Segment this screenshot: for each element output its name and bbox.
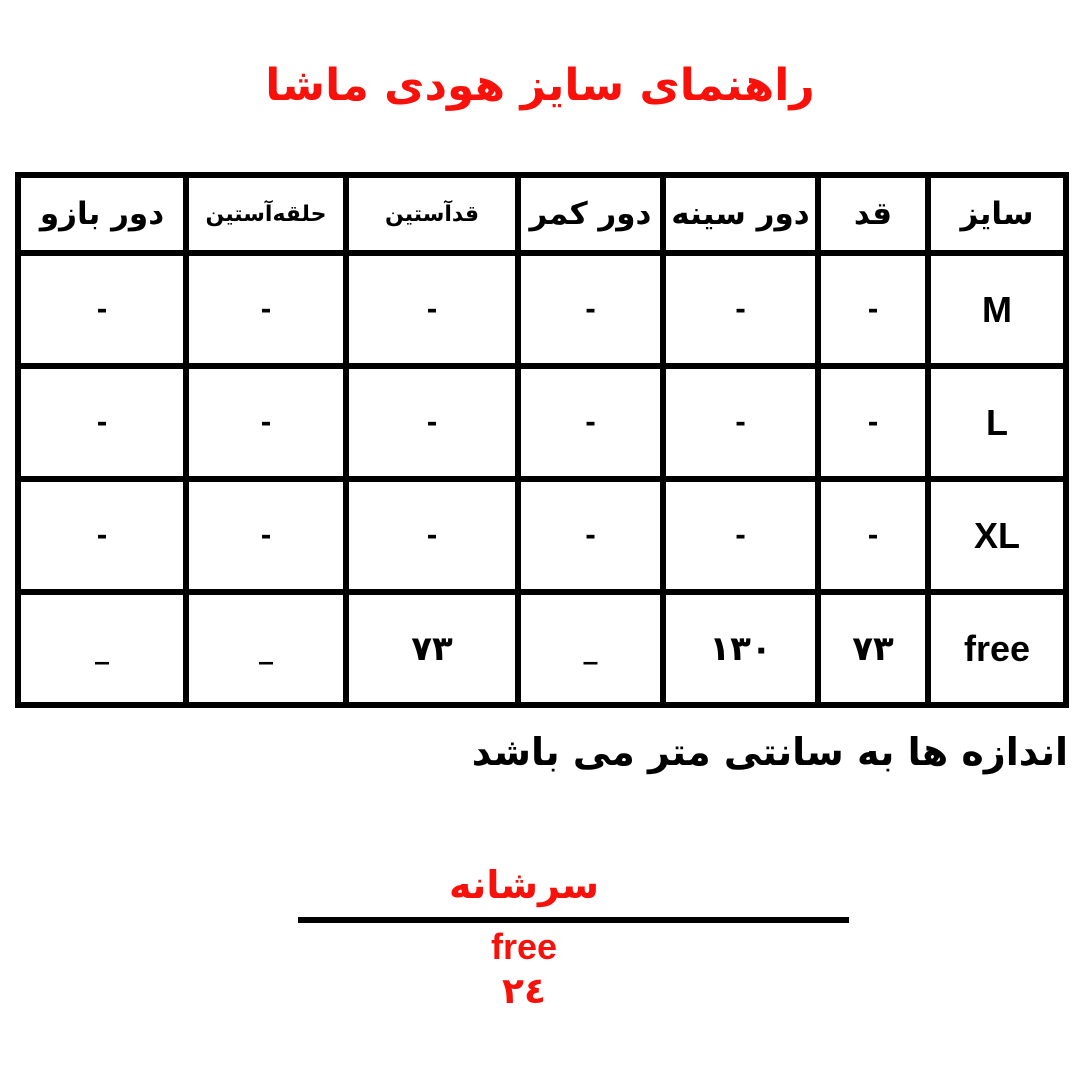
shoulder-size-label: free [490, 926, 558, 967]
cell-value: _ [518, 592, 663, 705]
cell-value: - [18, 253, 186, 366]
cell-value: - [663, 479, 818, 592]
cell-value: ۷۳ [346, 592, 518, 705]
col-header-size: سایز [928, 175, 1066, 253]
cell-value: - [186, 253, 346, 366]
cell-value: - [518, 479, 663, 592]
cell-value: - [346, 479, 518, 592]
table-row-l [18, 366, 1066, 479]
divider-line [298, 917, 849, 923]
cell-value: - [18, 479, 186, 592]
table-header-row [18, 175, 1066, 253]
cell-value: ۷۳ [818, 592, 928, 705]
cell-value: - [518, 366, 663, 479]
cell-value: - [186, 479, 346, 592]
size-label: M [928, 253, 1066, 366]
col-header-waist: دور کمر [518, 175, 663, 253]
cell-value: _ [18, 592, 186, 705]
table-row-free [18, 592, 1066, 705]
page-title: راهنمای سایز هودی ماشا [265, 60, 815, 111]
col-header-chest: دور سینه [663, 175, 818, 253]
cell-value: - [663, 253, 818, 366]
cell-value: - [818, 366, 928, 479]
col-header-armhole: حلقه‌آستین [186, 175, 346, 253]
size-table [15, 172, 1069, 708]
cell-value: - [518, 253, 663, 366]
cell-value: - [663, 366, 818, 479]
cell-value: - [186, 366, 346, 479]
shoulder-value: ۲٤ [502, 971, 546, 1012]
cell-value: - [346, 366, 518, 479]
shoulder-label: سرشانه [449, 863, 599, 907]
cell-value: _ [186, 592, 346, 705]
size-label: L [928, 366, 1066, 479]
size-label: XL [928, 479, 1066, 592]
table-row-m [18, 253, 1066, 366]
col-header-arm-circumference: دور بازو [18, 175, 186, 253]
cell-value: - [346, 253, 518, 366]
cell-value: ۱۳۰ [663, 592, 818, 705]
cell-value: - [18, 366, 186, 479]
table-row-xl [18, 479, 1066, 592]
cell-value: - [818, 253, 928, 366]
col-header-height: قد [818, 175, 928, 253]
size-label: free [928, 592, 1066, 705]
col-header-sleeve-length: قدآستین [346, 175, 518, 253]
cell-value: - [818, 479, 928, 592]
units-note: اندازه ها به سانتی متر می باشد [471, 730, 1068, 774]
